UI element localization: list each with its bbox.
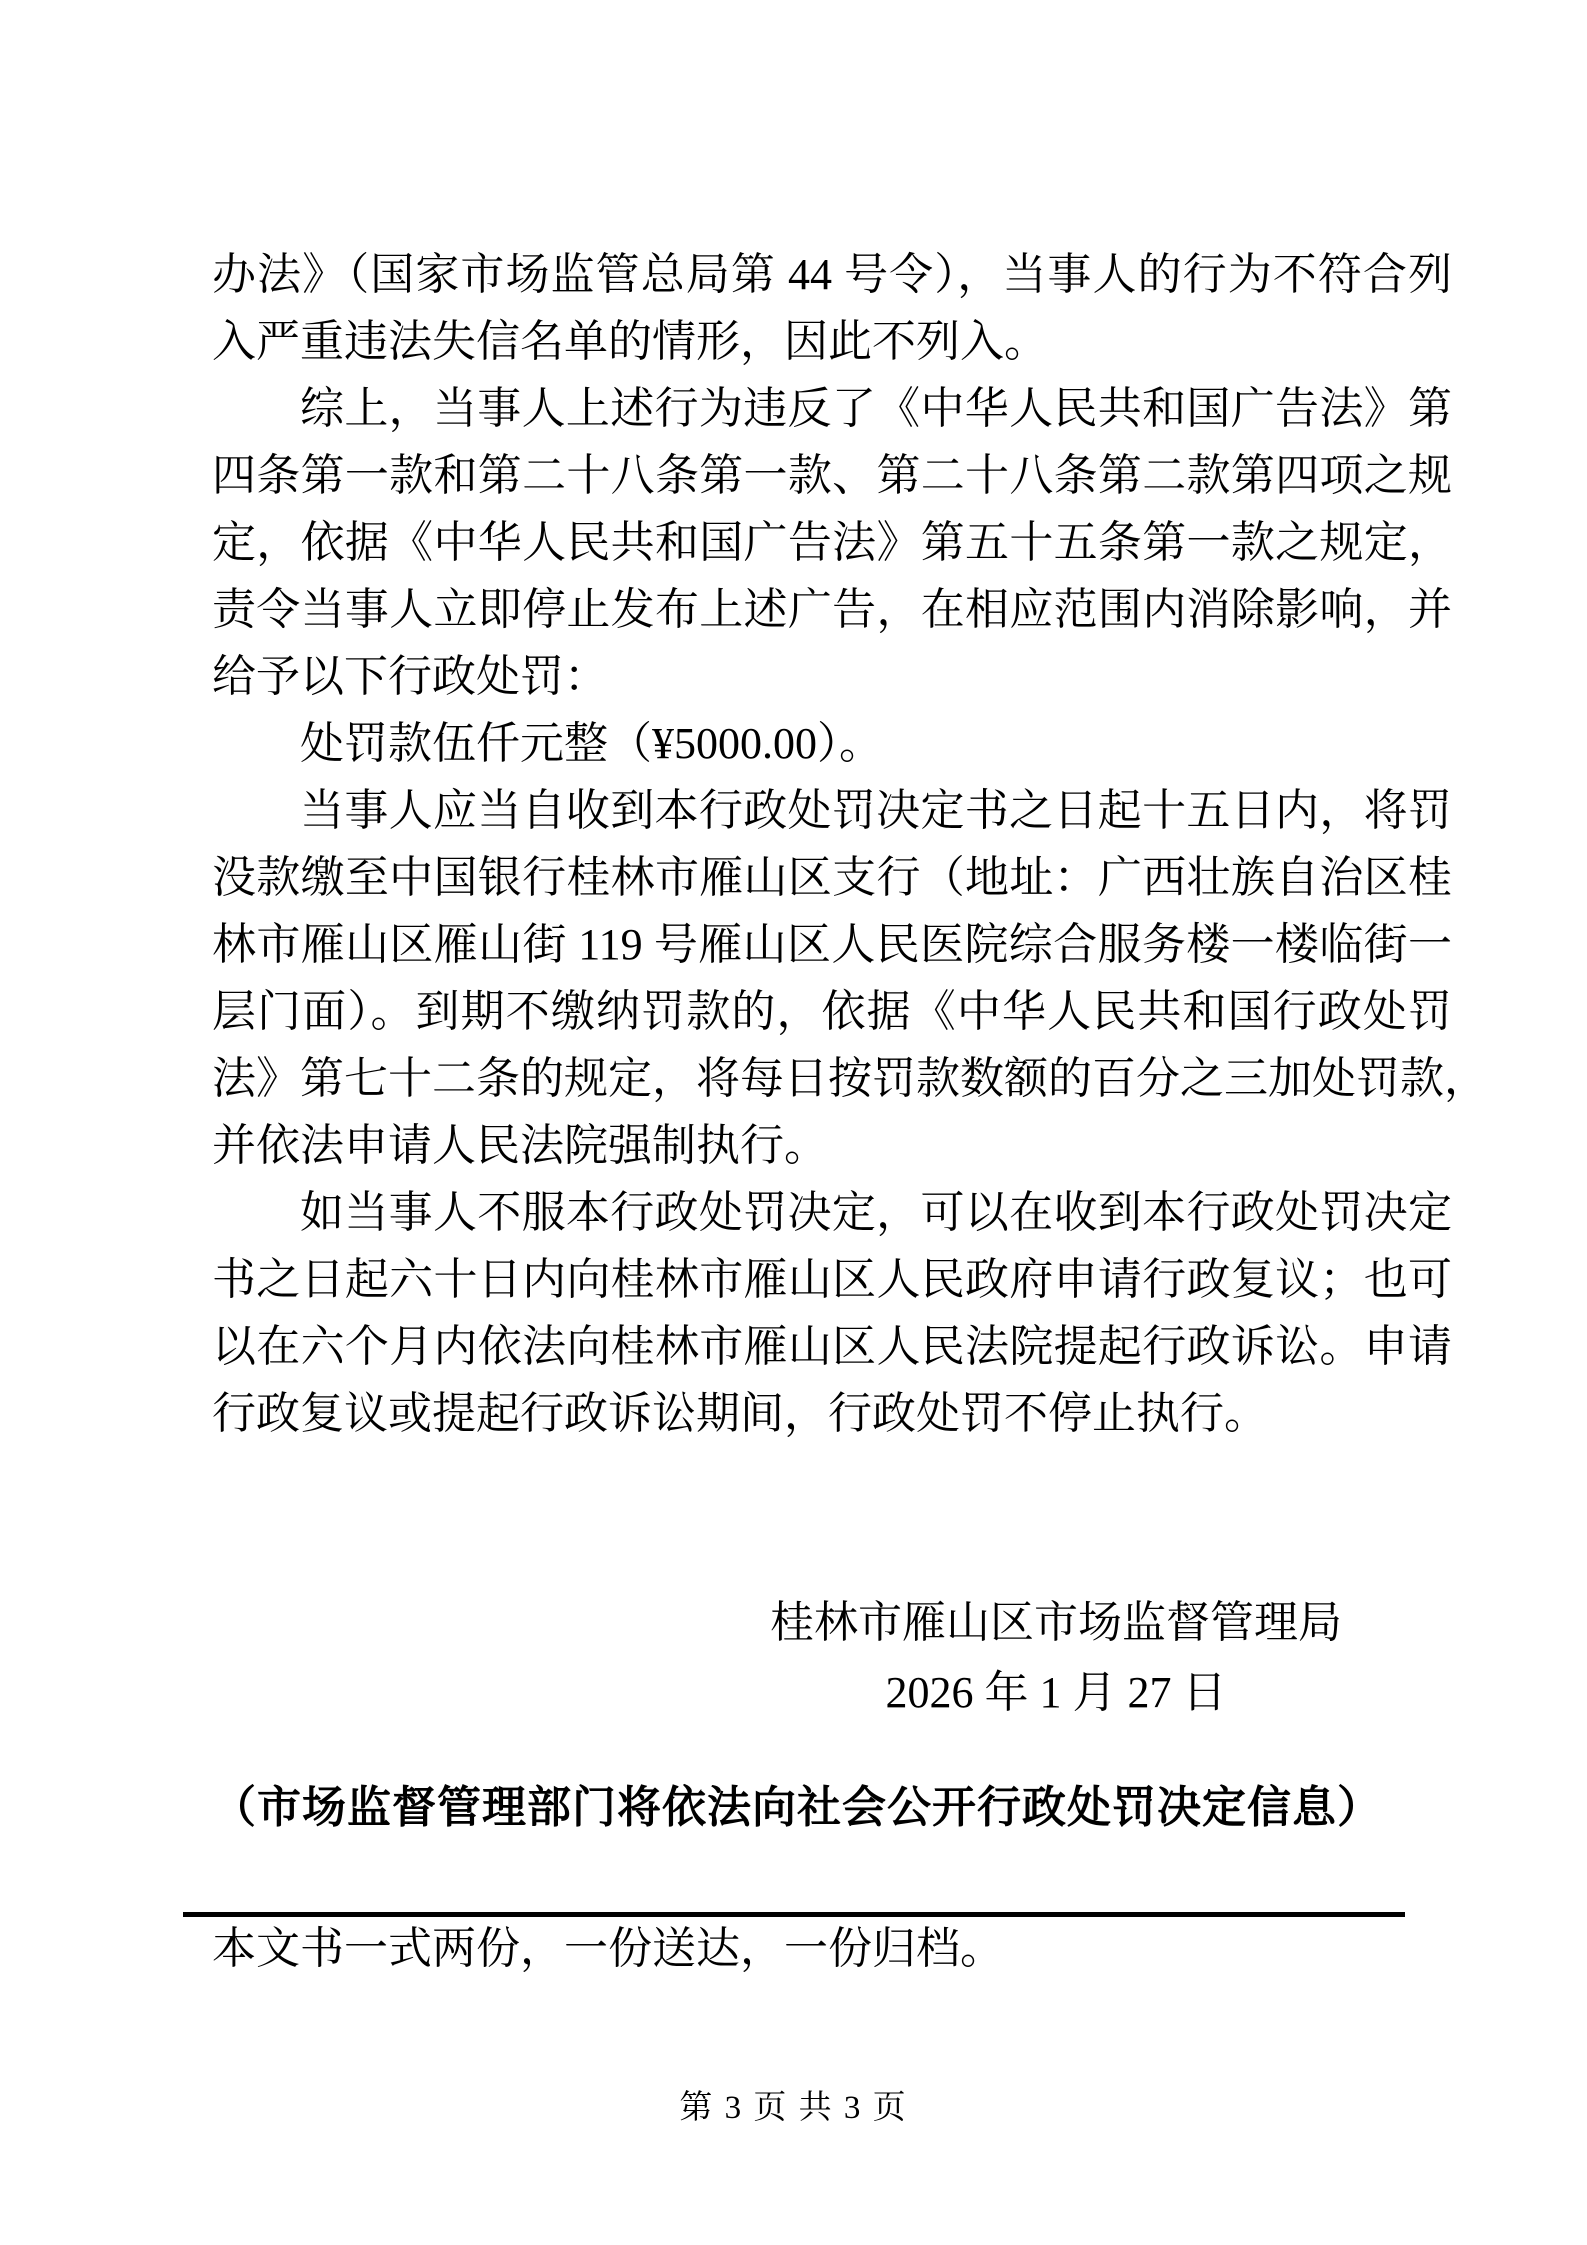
body-line: 四条第一款和第二十八条第一款、第二十八条第二款第四项之规 xyxy=(212,451,1452,500)
body-line: 定，依据《中华人民共和国广告法》第五十五条第一款之规定， xyxy=(212,518,1452,567)
footer-note: 本文书一式两份，一份送达，一份归档。 xyxy=(212,1924,1004,1973)
page-number: 第 3 页 共 3 页 xyxy=(679,2090,908,2126)
body-line: 行政复议或提起行政诉讼期间，行政处罚不停止执行。 xyxy=(212,1389,1268,1438)
body-line: 办法》（国家市场监管总局第 44 号令），当事人的行为不符合列 xyxy=(212,250,1452,299)
body-line: 没款缴至中国银行桂林市雁山区支行（地址：广西壮族自治区桂 xyxy=(212,853,1452,902)
body-line: 如当事人不服本行政处罚决定，可以在收到本行政处罚决定 xyxy=(300,1188,1452,1237)
disclosure-note: （市场监督管理部门将依法向社会公开行政处罚决定信息） xyxy=(212,1783,1382,1832)
body-line: 当事人应当自收到本行政处罚决定书之日起十五日内，将罚 xyxy=(300,786,1452,835)
signature-block xyxy=(770,1588,1342,1728)
body-line: 以在六个月内依法向桂林市雁山区人民法院提起行政诉讼。申请 xyxy=(212,1322,1452,1371)
body-line: 并依法申请人民法院强制执行。 xyxy=(212,1121,828,1170)
body-line: 给予以下行政处罚： xyxy=(212,652,608,701)
body-line: 处罚款伍仟元整（¥5000.00）。 xyxy=(300,719,883,768)
body-line: 入严重违法失信名单的情形，因此不列入。 xyxy=(212,317,1048,366)
body-line: 林市雁山区雁山街 119 号雁山区人民医院综合服务楼一楼临街一 xyxy=(212,920,1452,969)
body-line: 法》第七十二条的规定，将每日按罚款数额的百分之三加处罚款， xyxy=(212,1054,1488,1103)
body-line: 综上，当事人上述行为违反了《中华人民共和国广告法》第 xyxy=(300,384,1452,433)
body-text xyxy=(212,241,1488,1447)
signature-date: 2026 年 1 月 27 日 xyxy=(885,1668,1227,1717)
body-line: 书之日起六十日内向桂林市雁山区人民政府申请行政复议；也可 xyxy=(212,1255,1452,1304)
signature-agency: 桂林市雁山区市场监督管理局 xyxy=(770,1598,1342,1647)
body-line: 责令当事人立即停止发布上述广告，在相应范围内消除影响，并 xyxy=(212,585,1452,634)
body-line: 层门面）。到期不缴纳罚款的，依据《中华人民共和国行政处罚 xyxy=(212,987,1452,1036)
